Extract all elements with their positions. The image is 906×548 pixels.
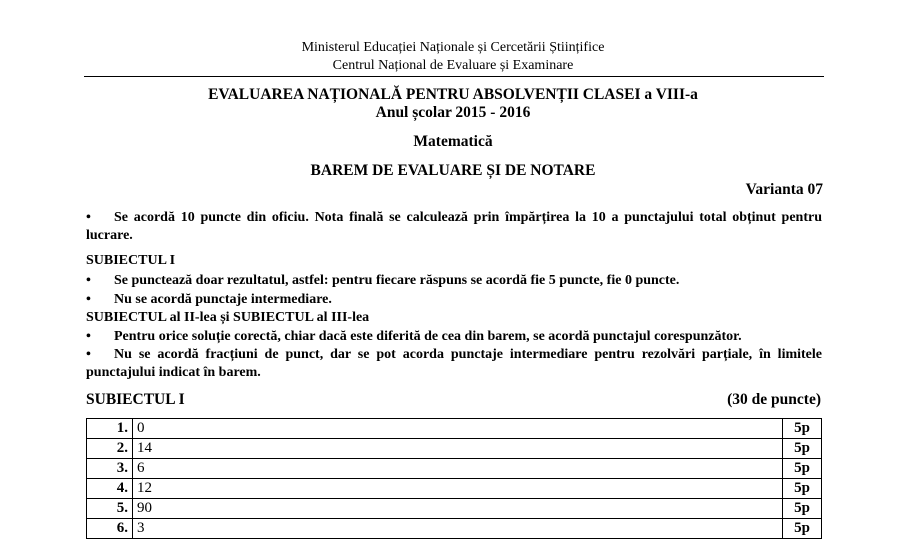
subiect1-rule-1-text: Se punctează doar rezultatul, astfel: pentru fiecare răspuns se acordă fie 5 puncte, fie 0 puncte.	[114, 273, 680, 288]
section-points: (30 de puncte)	[727, 391, 821, 408]
subiect23-rule-2	[86, 346, 822, 382]
answers-table	[86, 418, 822, 539]
row-score: 5p	[783, 479, 822, 499]
exam-title: EVALUAREA NAȚIONALĂ PENTRU ABSOLVENȚII CLASEI a VIII-a	[208, 86, 698, 103]
row-score: 5p	[783, 439, 822, 459]
table-row	[87, 459, 822, 479]
bullet-icon: •	[86, 347, 91, 362]
row-score: 5p	[783, 499, 822, 519]
section-title: SUBIECTUL I	[86, 391, 185, 408]
row-answer: 6	[133, 459, 783, 479]
row-answer: 3	[133, 519, 783, 539]
variant-label: Varianta 07	[745, 181, 823, 198]
table-row	[87, 439, 822, 459]
row-score: 5p	[783, 419, 822, 439]
row-number: 3.	[87, 459, 133, 479]
subiect23-rule-2-text: Nu se acordă fracțiuni de punct, dar se pot acorda punctaje intermediare pentru rezolvări parțiale, în limitele punctajului indicat în barem.	[86, 347, 822, 380]
row-answer: 0	[133, 419, 783, 439]
table-row	[87, 519, 822, 539]
bullet-icon: •	[86, 292, 91, 307]
ministry-header: Ministerul Educației Naționale și Cercetării Științifice	[301, 40, 605, 55]
row-number: 6.	[87, 519, 133, 539]
subiect23-rule-1-text: Pentru orice soluție corectă, chiar dacă este diferită de cea din barem, se acordă punctajul corespunzător.	[114, 329, 742, 344]
bullet-icon: •	[86, 329, 91, 344]
row-answer: 14	[133, 439, 783, 459]
school-year: Anul școlar 2015 - 2016	[375, 104, 531, 121]
subiect1-rule-2-text: Nu se acordă punctaje intermediare.	[114, 292, 332, 307]
table-row	[87, 499, 822, 519]
subiect1-heading: SUBIECTUL I	[86, 253, 176, 268]
general-instruction	[86, 209, 822, 245]
bullet-icon: •	[86, 273, 91, 288]
barem-title: BAREM DE EVALUARE ȘI DE NOTARE	[310, 162, 596, 179]
subject-title: Matematică	[413, 133, 493, 150]
bullet-icon: •	[86, 210, 91, 225]
subiect1-rule-2	[86, 291, 822, 309]
general-instruction-text: Se acordă 10 puncte din oficiu. Nota finală se calculează prin împărțirea la 10 a punctajului total obținut pentru lucrare.	[86, 210, 822, 243]
center-header: Centrul Național de Evaluare și Examinare	[332, 58, 574, 73]
row-score: 5p	[783, 459, 822, 479]
row-number: 5.	[87, 499, 133, 519]
row-number: 4.	[87, 479, 133, 499]
row-number: 1.	[87, 419, 133, 439]
table-row	[87, 419, 822, 439]
subiect23-heading: SUBIECTUL al II-lea și SUBIECTUL al III-lea	[86, 310, 370, 325]
row-number: 2.	[87, 439, 133, 459]
row-score: 5p	[783, 519, 822, 539]
table-row	[87, 479, 822, 499]
header-rule	[84, 76, 824, 77]
subiect1-rule-1	[86, 272, 822, 290]
subiect23-rule-1	[86, 328, 822, 346]
row-answer: 90	[133, 499, 783, 519]
row-answer: 12	[133, 479, 783, 499]
